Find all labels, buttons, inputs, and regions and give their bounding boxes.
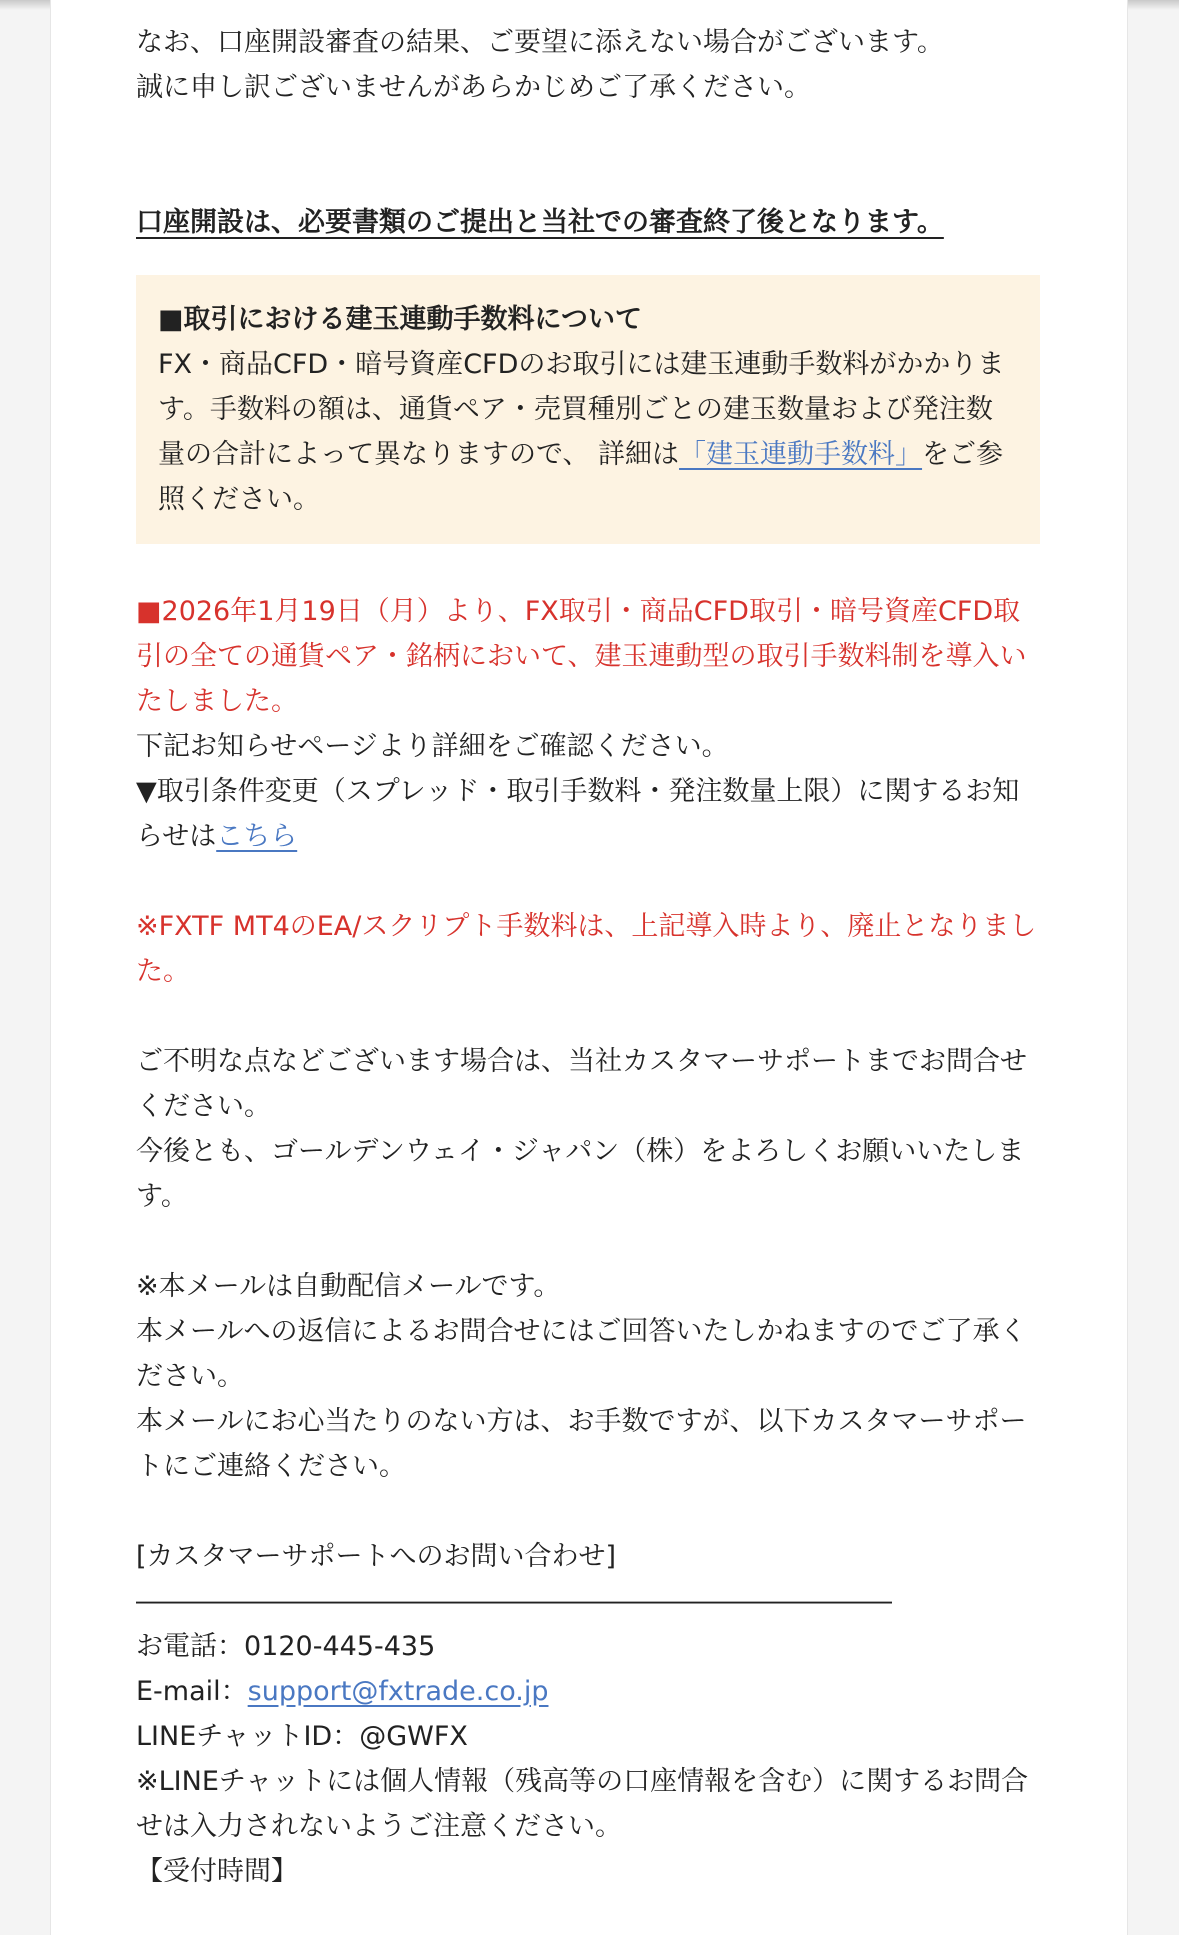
support-phone — [136, 1624, 1046, 1669]
fee-notice-box — [136, 275, 1040, 544]
support-heading: [カスタマーサポートへのお問い合わせ] — [136, 1541, 617, 1572]
divider-rule: ―――――――――――――――――――――――――――― — [136, 1586, 892, 1617]
phone-label: お電話： — [136, 1631, 244, 1662]
line-id-value: @GWFX — [359, 1721, 468, 1752]
closing-line-2: 今後とも、ゴールデンウェイ・ジャパン（株）をよろしくお願いいたします。 — [136, 1136, 1025, 1212]
closing-line-1: ご不明な点などございます場合は、当社カスタマーサポートまでお問合せください。 — [136, 1046, 1027, 1122]
fee-notice-text: FX・商品CFD・暗号資産CFDのお取引には建玉連動手数料がかかります。手数料の額は、通貨ペア・売買種別ごとの建玉数量および発注数量の合計によって異なりますので、 詳細は — [158, 349, 1005, 470]
line-id-label: LINEチャットID： — [136, 1721, 360, 1752]
here-link[interactable]: こちら — [216, 821, 298, 852]
red-square-icon: ■ — [136, 596, 162, 627]
fee-change-announcement — [136, 589, 1046, 724]
support-email — [136, 1669, 1046, 1714]
support-line-id — [136, 1714, 1046, 1759]
fee-notice-body — [158, 342, 1018, 522]
email-label: E-mail： — [136, 1676, 248, 1707]
support-email-link[interactable]: support@fxtrade.co.jp — [247, 1676, 549, 1707]
fee-detail-link[interactable]: 「建玉連動手数料」 — [679, 439, 923, 470]
intro-line-1: なお、口座開設審査の結果、ご要望に添えない場合がございます。 — [136, 27, 944, 58]
conditions-change-line — [136, 769, 1046, 859]
fee-change-text: 2026年1月19日（月）より、FX取引・商品CFD取引・暗号資産CFD取引の全ての通貨ペア・銘柄において、建玉連動型の取引手数料制を導入いたしました。 — [136, 596, 1027, 717]
reception-hours-heading: 【受付時間】 — [136, 1856, 298, 1887]
account-opening-notice: 口座開設は、必要書類のご提出と当社での審査終了後となります。 — [136, 207, 944, 238]
auto-mail-line-1: ※本メールは自動配信メールです。 — [136, 1271, 561, 1302]
auto-mail-line-3: 本メールにお心当たりのない方は、お手数ですが、以下カスタマーサポートにご連絡ください。 — [136, 1406, 1027, 1482]
fee-notice-text-end: をご参照ください。 — [158, 439, 1004, 515]
confirm-details-line: 下記お知らせページより詳細をご確認ください。 — [136, 731, 729, 762]
conditions-change-text: ▼取引条件変更（スプレッド・取引手数料・発注数量上限）に関するお知らせは — [136, 776, 1020, 852]
intro-line-2: 誠に申し訳ございませんがあらかじめご了承ください。 — [136, 72, 811, 103]
email-content — [136, 20, 1046, 1894]
fxtf-ea-note: ※FXTF MT4のEA/スクリプト手数料は、上記導入時より、廃止となりました。 — [136, 911, 1037, 987]
auto-mail-line-2: 本メールへの返信によるお問合せにはご回答いたしかねますのでご了承ください。 — [136, 1316, 1027, 1392]
phone-number: 0120-445-435 — [244, 1631, 436, 1662]
fee-notice-heading: ■取引における建玉連動手数料について — [158, 304, 642, 335]
line-chat-note: ※LINEチャットには個人情報（残高等の口座情報を含む）に関するお問合せは入力されないようご注意ください。 — [136, 1766, 1029, 1842]
